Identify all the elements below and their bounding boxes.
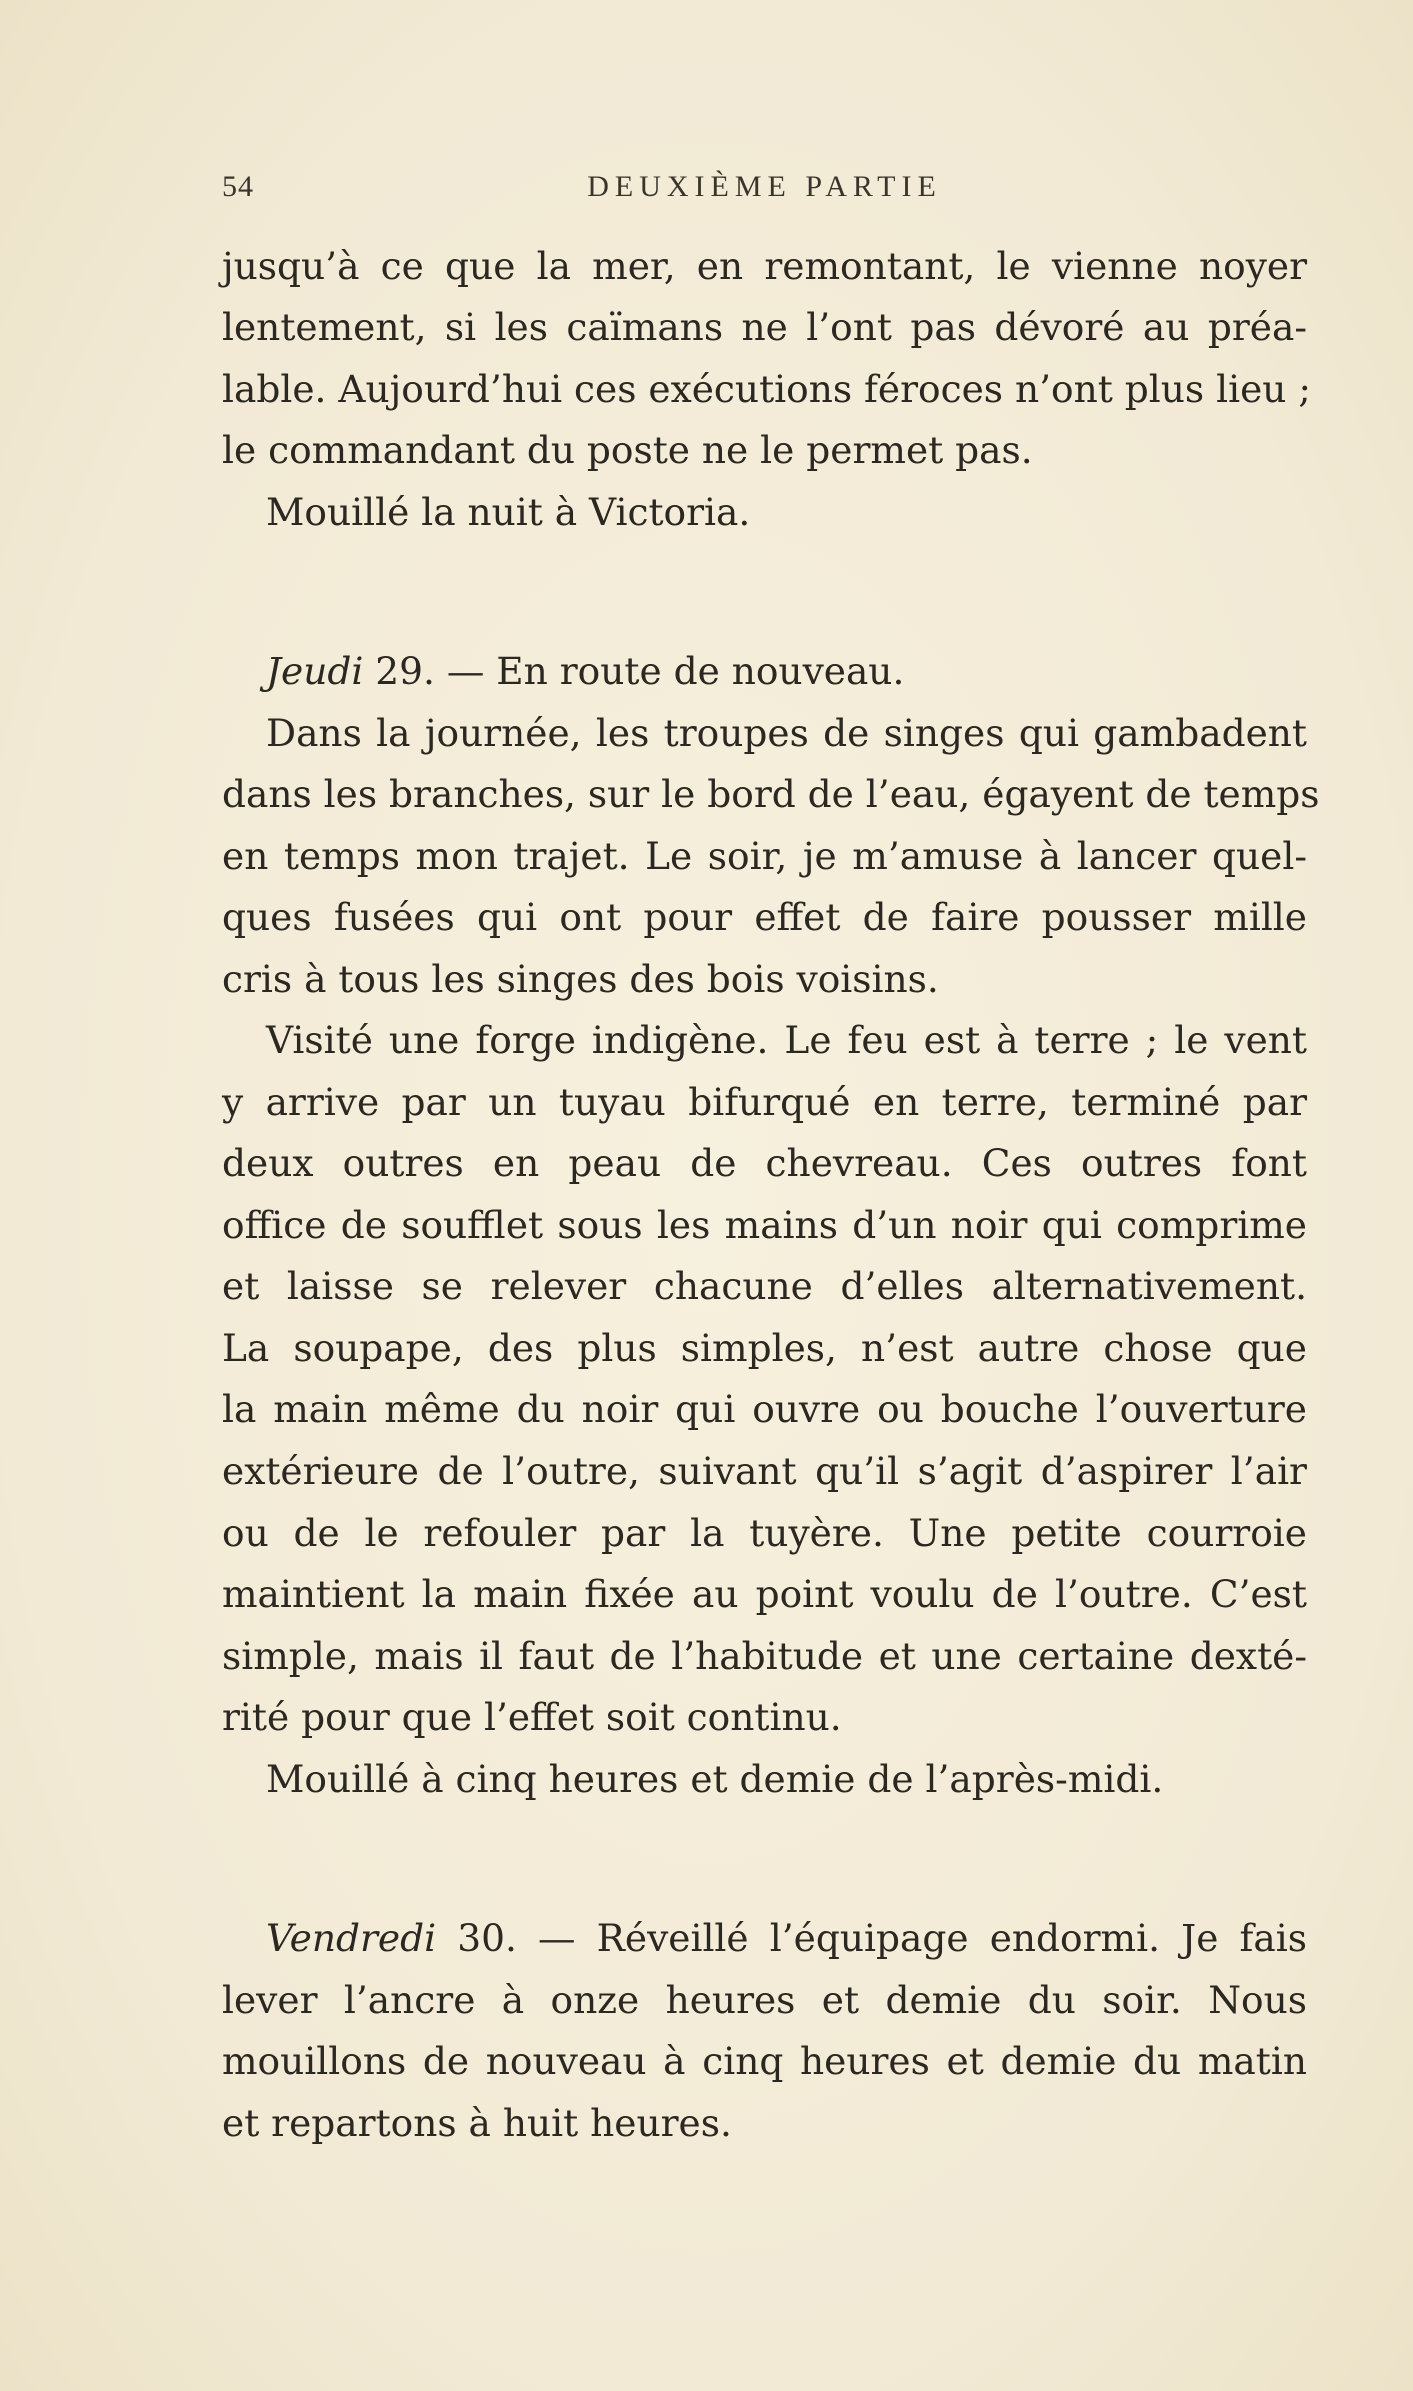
text-line: jusqu’à ce que la mer, en remontant, le vienne noyer: [222, 244, 1307, 288]
text-line: la main même du noir qui ouvre ou bouche l’ouverture: [222, 1387, 1307, 1431]
entry-heading-jeudi: [266, 646, 1307, 696]
entry-day: Jeudi: [266, 649, 364, 693]
text-line: cris à tous les singes des bois voisins.: [222, 957, 939, 1001]
text-line: La soupape, des plus simples, n’est autre chose que: [222, 1326, 1307, 1370]
text-line: et repartons à huit heures.: [222, 2101, 732, 2145]
text-line: Visité une forge indigène. Le feu est à terre ; le vent: [266, 1018, 1307, 1062]
text-line: y arrive par un tuyau bifurqué en terre, terminé par: [222, 1080, 1307, 1124]
text-line: maintient la main fixée au point voulu de l’outre. C’est: [222, 1572, 1307, 1616]
text-line: Dans la journée, les troupes de singes qui gambadent: [266, 711, 1307, 755]
entry-heading-text: 30. — Réveillé l’équipage endormi. Je fais: [436, 1916, 1307, 1960]
text-line: Mouillé à cinq heures et demie de l’après-midi.: [266, 1757, 1164, 1801]
running-title: DEUXIÈME PARTIE: [587, 170, 942, 203]
text-line: office de soufflet sous les mains d’un noir qui comprime: [222, 1203, 1307, 1247]
text-line: simple, mais il faut de l’habitude et une certaine dexté-: [222, 1634, 1307, 1678]
text-line: en temps mon trajet. Le soir, je m’amuse à lancer quel-: [222, 834, 1307, 878]
text-line: extérieure de l’outre, suivant qu’il s’agit d’aspirer l’air: [222, 1449, 1307, 1493]
page-number: 54: [222, 170, 254, 203]
text-line: le commandant du poste ne le permet pas.: [222, 428, 1033, 472]
text-line: deux outres en peau de chevreau. Ces outres font: [222, 1141, 1307, 1185]
text-line: ques fusées qui ont pour effet de faire pousser mille: [222, 895, 1307, 939]
entry-day: Vendredi: [266, 1916, 437, 1960]
text-line: Mouillé la nuit à Victoria.: [266, 490, 751, 534]
text-line: ou de le refouler par la tuyère. Une petite courroie: [222, 1511, 1307, 1555]
text-line: rité pour que l’effet soit continu.: [222, 1695, 842, 1739]
text-line: lever l’ancre à onze heures et demie du soir. Nous: [222, 1978, 1307, 2022]
text-line: mouillons de nouveau à cinq heures et demie du matin: [222, 2039, 1307, 2083]
running-head: [222, 170, 1307, 210]
entry-heading-text: 29. — En route de nouveau.: [363, 649, 905, 693]
entry-heading-vendredi: [266, 1913, 1307, 1963]
text-line: dans les branches, sur le bord de l’eau, égayent de temps: [222, 772, 1320, 816]
text-line: lentement, si les caïmans ne l’ont pas dévoré au préa-: [222, 305, 1307, 349]
text-line: lable. Aujourd’hui ces exécutions féroces n’ont plus lieu ;: [222, 367, 1311, 411]
text-line: et laisse se relever chacune d’elles alternativement.: [222, 1264, 1307, 1308]
